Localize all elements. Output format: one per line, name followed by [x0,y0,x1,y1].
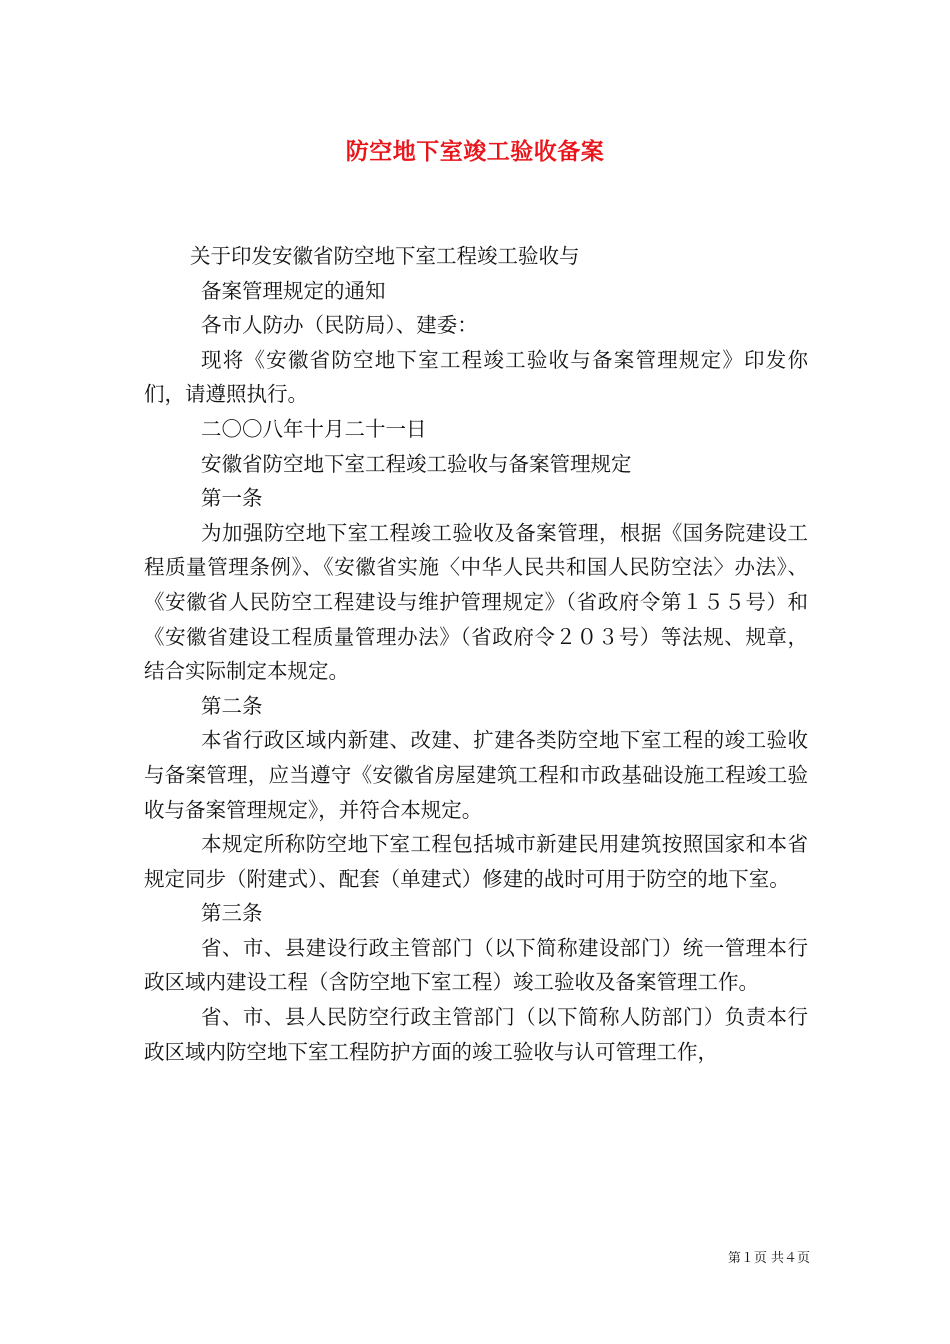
paragraph-regulation-title: 安徽省防空地下室工程竣工验收与备案管理规定 [201,451,632,476]
page-indicator: 第１页 共４页 [727,1251,810,1266]
article-2-text-2: 本规定所称防空地下室工程包括城市新建民用建筑按照国家和本省规定同步（附建式）、配套（单建式）修建的战时可用于防空的地下室。 [144,832,808,891]
paragraph-notice-body: 现将《安徽省防空地下室工程竣工验收与备案管理规定》印发你们，请遵照执行。 [144,347,808,407]
article-3-text-1: 省、市、县建设行政主管部门（以下简称建设部门）统一管理本行政区域内建设工程（含防空地下室工程）竣工验收及备案管理工作。 [144,935,808,995]
paragraph-addressee: 各市人防办（民防局）、建委： [201,313,478,338]
paragraph-date: 二〇〇八年十月二十一日 [201,416,427,441]
document-body [144,239,808,1069]
article-2-heading: 第二条 [201,693,263,718]
article-3-text-2: 省、市、县人民防空行政主管部门（以下简称人防部门）负责本行政区域内防空地下室工程防护方面的竣工验收与认可管理工作， [144,1005,808,1064]
document-title: 防空地下室竣工验收备案 [345,138,605,165]
article-1-text: 为加强防空地下室工程竣工验收及备案管理，根据《国务院建设工程质量管理条例》、《安徽省实施〈中华人民共和国人民防空法〉办法》、《安徽省人民防空工程建设与维护管理规定》（省政府令第１５５号）和《安徽省建设工程质量管理办法》（省政府令２０３号）等法规、规章，结合实际制定本规定。 [144,520,808,684]
article-3-heading: 第三条 [201,901,263,926]
article-2-text-1: 本省行政区域内新建、改建、扩建各类防空地下室工程的竣工验收与备案管理，应当遵守《安徽省房屋建筑工程和市政基础设施工程竣工验收与备案管理规定》，并符合本规定。 [144,728,808,822]
paragraph-notice-title-2: 备案管理规定的通知 [201,278,386,303]
paragraph-notice-title-1: 关于印发安徽省防空地下室工程竣工验收与 [190,244,580,268]
article-1-heading: 第一条 [201,486,263,511]
